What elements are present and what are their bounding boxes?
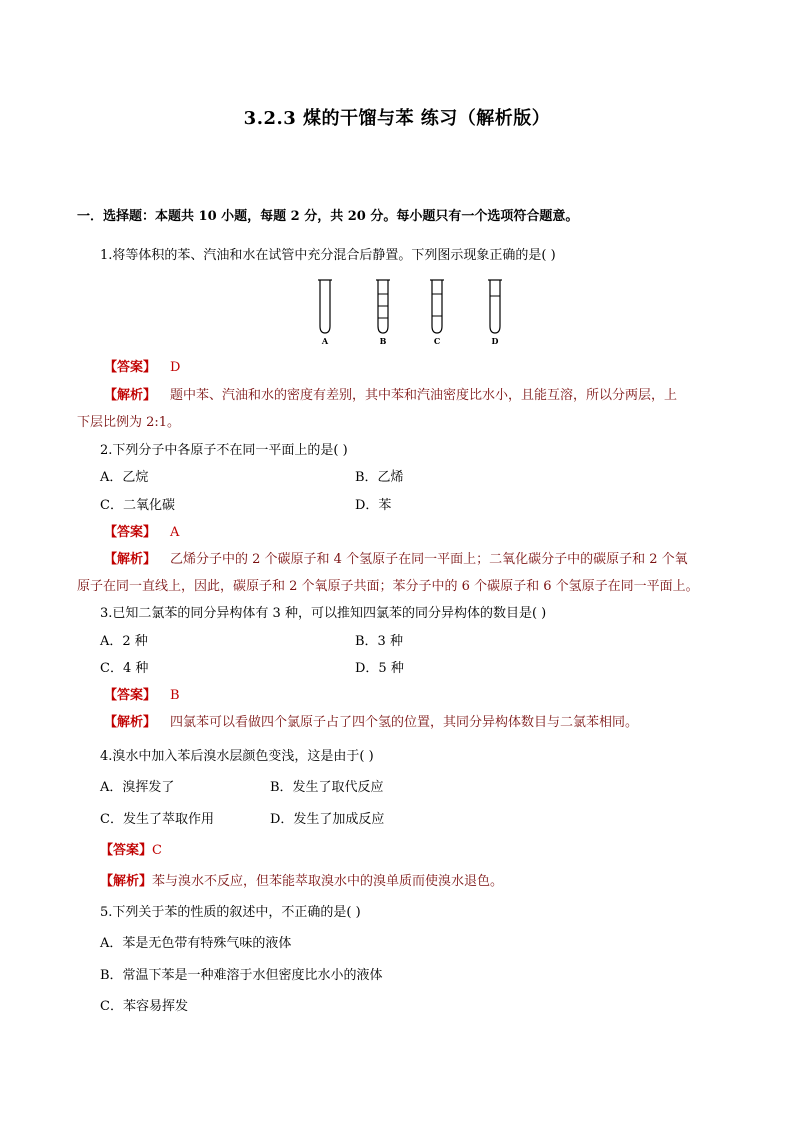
- question-2-option-b: B．乙烯: [355, 470, 404, 485]
- question-3-option-c: C．4 种: [100, 661, 149, 676]
- question-2-option-a: A．乙烷: [100, 470, 149, 485]
- explain-text: 苯与溴水不反应，但苯能萃取溴水中的溴单质而使溴水退色。: [152, 874, 504, 889]
- answer-label: 【答案】: [100, 843, 153, 858]
- question-2-option-d: D．苯: [355, 498, 392, 513]
- question-5-option-b: B．常温下苯是一种难溶于水但密度比水小的液体: [100, 968, 383, 983]
- tube-label-a: A: [321, 336, 329, 346]
- tube-label-c: C: [433, 336, 441, 346]
- question-5-option-a: A．苯是无色带有特殊气味的液体: [100, 936, 292, 951]
- question-2-explanation: [104, 550, 688, 570]
- answer-label: 【答案】: [104, 688, 157, 703]
- question-1-explanation: [104, 386, 677, 406]
- explain-label: 【解析】: [104, 388, 157, 403]
- question-4-option-a: A．溴挥发了: [100, 780, 175, 795]
- explain-text: 乙烯分子中的 2 个碳原子和 4 个氢原子在同一平面上；二氧化碳分子中的碳原子和 2 个氧: [170, 552, 688, 567]
- test-tube-a: [318, 280, 332, 333]
- test-tube-c: [430, 280, 444, 333]
- explain-label: 【解析】: [104, 552, 157, 567]
- page-title: 3.2.3 煤的干馏与苯 练习（解析版）: [243, 108, 551, 129]
- test-tube-b: [376, 280, 390, 333]
- explain-text: 四氯苯可以看做四个氯原子占了四个氢的位置，其同分异构体数目与二氯苯相同。: [170, 715, 639, 730]
- question-4-stem: 4.溴水中加入苯后溴水层颜色变浅，这是由于( ): [100, 749, 374, 764]
- question-5-option-c: C．苯容易挥发: [100, 999, 188, 1014]
- question-3-explanation: [104, 713, 638, 733]
- question-3-option-b: B．3 种: [355, 634, 403, 649]
- explain-label: 【解析】: [100, 874, 153, 889]
- question-2-answer: [104, 523, 179, 543]
- question-2-stem: 2.下列分子中各原子不在同一平面上的是( ): [100, 443, 348, 458]
- tube-label-b: B: [379, 336, 387, 346]
- question-4-answer: [100, 841, 162, 861]
- answer-value: C: [152, 843, 162, 858]
- question-2-explanation-cont: 原子在同一直线上，因此，碳原子和 2 个氧原子共面；苯分子中的 6 个碳原子和 6 个氢原子在同一平面上。: [77, 579, 699, 594]
- question-3-answer: [104, 686, 180, 706]
- question-4-explanation: [100, 872, 503, 892]
- question-4-option-b: B．发生了取代反应: [270, 780, 384, 795]
- question-3-stem: 3.已知二氯苯的同分异构体有 3 种，可以推知四氯苯的同分异构体的数目是( ): [100, 606, 547, 621]
- answer-label: 【答案】: [104, 360, 157, 375]
- question-1-stem: 1.将等体积的苯、汽油和水在试管中充分混合后静置。下列图示现象正确的是( ): [100, 248, 556, 263]
- question-5-stem: 5.下列关于苯的性质的叙述中，不正确的是( ): [100, 905, 361, 920]
- answer-value: B: [170, 688, 180, 703]
- test-tubes-figure: [310, 276, 510, 348]
- test-tube-d: [488, 280, 502, 333]
- tube-label-d: D: [491, 336, 499, 346]
- question-3-option-d: D．5 种: [355, 661, 404, 676]
- explain-text: 题中苯、汽油和水的密度有差别，其中苯和汽油密度比水小，且能互溶，所以分两层，上: [170, 388, 678, 403]
- question-1-answer: [104, 358, 180, 378]
- question-1-explanation-cont: 下层比例为 2:1。: [77, 415, 181, 430]
- answer-value: D: [170, 360, 181, 375]
- explain-label: 【解析】: [104, 715, 157, 730]
- question-3-option-a: A．2 种: [100, 634, 148, 649]
- section-heading: 一．选择题：本题共 10 小题，每题 2 分，共 20 分。每小题只有一个选项符合题意。: [77, 209, 579, 224]
- question-4-option-d: D．发生了加成反应: [270, 812, 385, 827]
- question-4-option-c: C．发生了萃取作用: [100, 812, 214, 827]
- answer-value: A: [170, 525, 180, 540]
- answer-label: 【答案】: [104, 525, 157, 540]
- question-2-option-c: C．二氧化碳: [100, 498, 175, 513]
